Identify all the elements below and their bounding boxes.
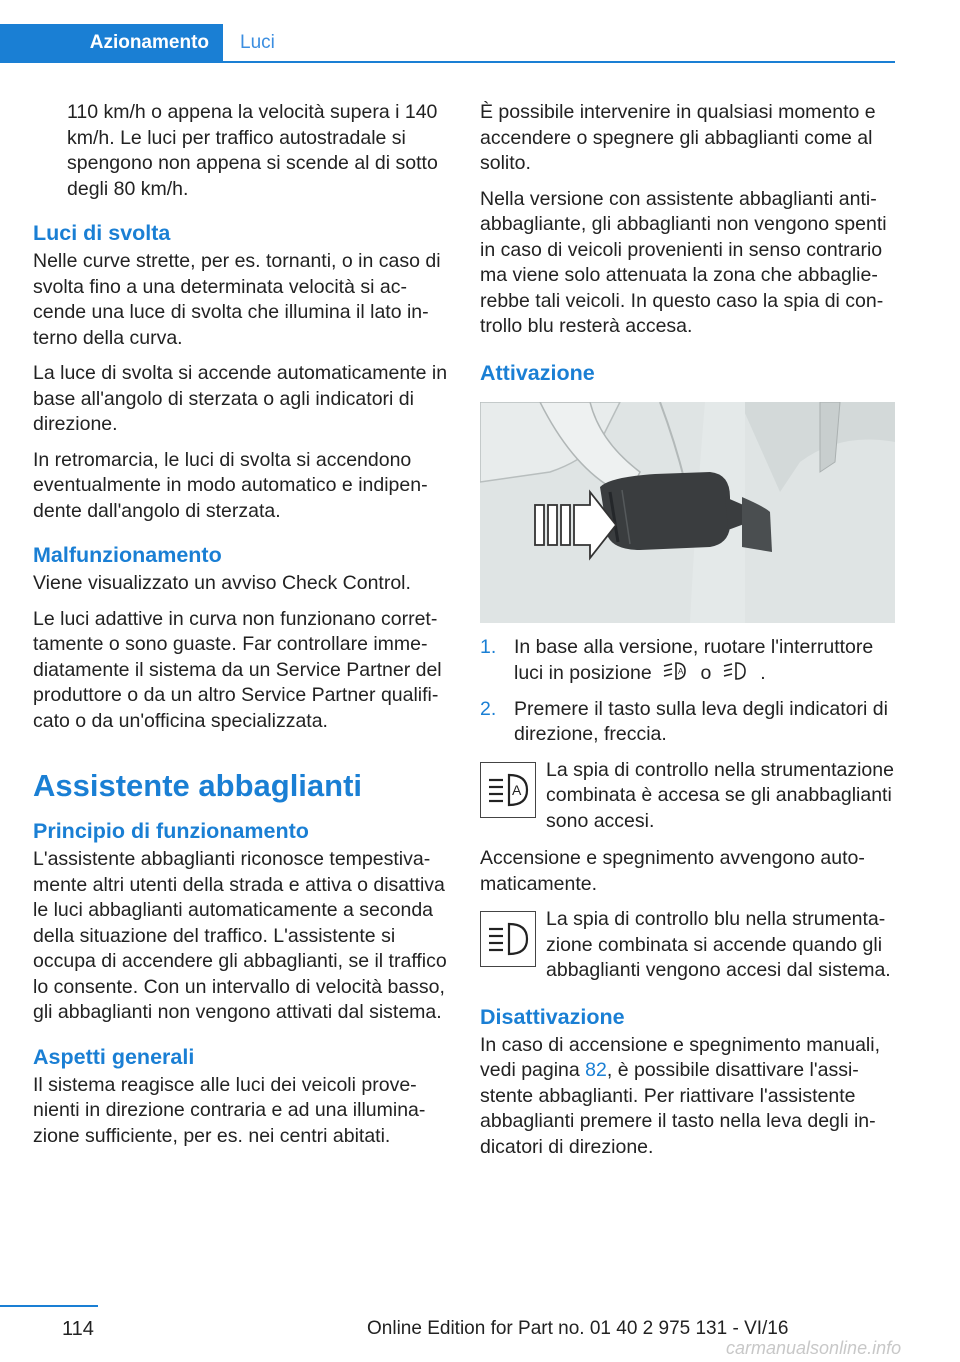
footer-rule (0, 1305, 98, 1307)
step-text-a: In base alla versione, ruotare l'interruttore luci in posizione (514, 635, 874, 684)
stalk-figure (480, 402, 895, 623)
right-column (480, 100, 895, 1170)
step-number: 1. (480, 635, 497, 658)
principle-heading: Principio di funzionamento (33, 819, 309, 843)
deactivation-text-after: , è possibile disattivare l'assistente abbaglianti. Per riattivare l'assistente abbaglianti premere il tasto nella leva degli indicatori di direzione. (480, 1059, 876, 1158)
general-heading: Aspetti generali (33, 1044, 195, 1069)
turning-lights-p2: La luce di svolta si accende automaticamente in base all'angolo di sterzata o agli indicatori di direzione. (33, 362, 448, 435)
high-beam-assist-indicator-icon (480, 762, 536, 818)
auto-paragraph: Accensione e spegnimento avvengono automaticamente. (480, 847, 865, 895)
step-text: Premere il tasto sulla leva degli indicatori di direzione, freccia. (514, 697, 888, 745)
turning-lights-p3: In retromarcia, le luci di svolta si accendono eventualmente in modo automatico e indipendente dall'angolo di sterzata. (33, 448, 428, 522)
right-p2: Nella versione con assistente abbaglianti antiabbagliante, gli abbaglianti non vengono spenti in caso di veicoli provenienti in senso contrario ma viene solo attenuata la zona che abbaglierebbe tali veicoli. In questo caso la spia di controllo blu resterà accesa. (480, 187, 887, 337)
deactivation-text-before: In caso di accensione e spegnimento manuali, vedi pagina (480, 1033, 880, 1081)
page-number: 114 (62, 1318, 94, 1340)
activation-heading: Attivazione (480, 360, 595, 385)
note-1-text: La spia di controllo nella strumentazione combinata è accesa se gli anabbaglianti sono accesi. (546, 758, 894, 832)
step-text-or: o (700, 662, 712, 684)
header-tabs (0, 24, 313, 62)
step-number: 2. (480, 697, 497, 720)
svg-text:A: A (512, 781, 522, 798)
auto-light-icon (661, 660, 691, 682)
malfunction-heading: Malfunzionamento (33, 543, 222, 567)
left-column (33, 100, 448, 1159)
svg-text:A: A (678, 667, 684, 676)
principle-text: L'assistente abbaglianti riconosce tempestivamente altri utenti della strada e attiva o disattiva le luci abbaglianti automaticamente a seconda della situazione del traffico. L'assistente si occupa di accendere gli abbaglianti, se il traffico lo consente. Con un intervallo di velocità basso, gli abbaglianti non vengono attivati dal sistema. (33, 848, 447, 1023)
step-text-end: . (760, 662, 766, 684)
malfunction-p2: Le luci adattive in curva non funzionano correttamente o sono guaste. Far controllare immediatamente il sistema da un Service Partner del produttore o da un altro Service Partner qualificato o da un'officina specializzata. (33, 607, 442, 732)
header-section-tab[interactable]: Azionamento (0, 24, 223, 62)
right-p1: È possibile intervenire in qualsiasi momento e accendere o spegnere gli abbaglianti come al solito. (480, 101, 876, 174)
activation-steps (480, 635, 895, 748)
note-low-beam-indicator (480, 758, 895, 835)
stalk-illustration (480, 402, 895, 623)
note-high-beam-indicator (480, 907, 895, 984)
malfunction-p1: Viene visualizzato un avviso Check Control. (33, 572, 411, 594)
watermark: carmanualsonline.info (726, 1338, 902, 1358)
page-reference-link[interactable]: 82 (585, 1059, 607, 1081)
turning-lights-p1: Nelle curve strette, per es. tornanti, o in caso di svolta fino a una determinata velocità si accende una luce di svolta che illumina il lato interno della curva. (33, 250, 441, 349)
footer-edition: Online Edition for Part no. 01 40 2 975 131 - VI/16 (367, 1318, 789, 1339)
general-text: Il sistema reagisce alle luci dei veicoli provenienti in direzione contraria e ad una illuminazione sufficiente, per es. nei centri abitati. (33, 1073, 426, 1147)
header-subsection-tab[interactable]: Luci (223, 24, 313, 62)
deactivation-text (480, 1033, 895, 1161)
continuation-paragraph: 110 km/h o appena la velocità supera i 140 km/h. Le luci per traffico autostradale si spengono non appena si scende al di sotto degli 80 km/h. (67, 101, 438, 200)
high-beam-assistant-title: Assistente abbaglianti (33, 768, 363, 803)
step-2 (480, 697, 895, 748)
low-beam-icon (721, 660, 751, 682)
step-1 (480, 635, 895, 687)
high-beam-indicator-icon (480, 911, 536, 967)
deactivation-heading: Disattivazione (480, 1004, 625, 1029)
turning-lights-heading: Luci di svolta (33, 221, 171, 245)
note-2-text: La spia di controllo blu nella strumentazione combinata si accende quando gli abbaglianti vengono accesi dal sistema. (546, 908, 891, 981)
header-rule (0, 61, 895, 63)
step-text (514, 635, 895, 687)
